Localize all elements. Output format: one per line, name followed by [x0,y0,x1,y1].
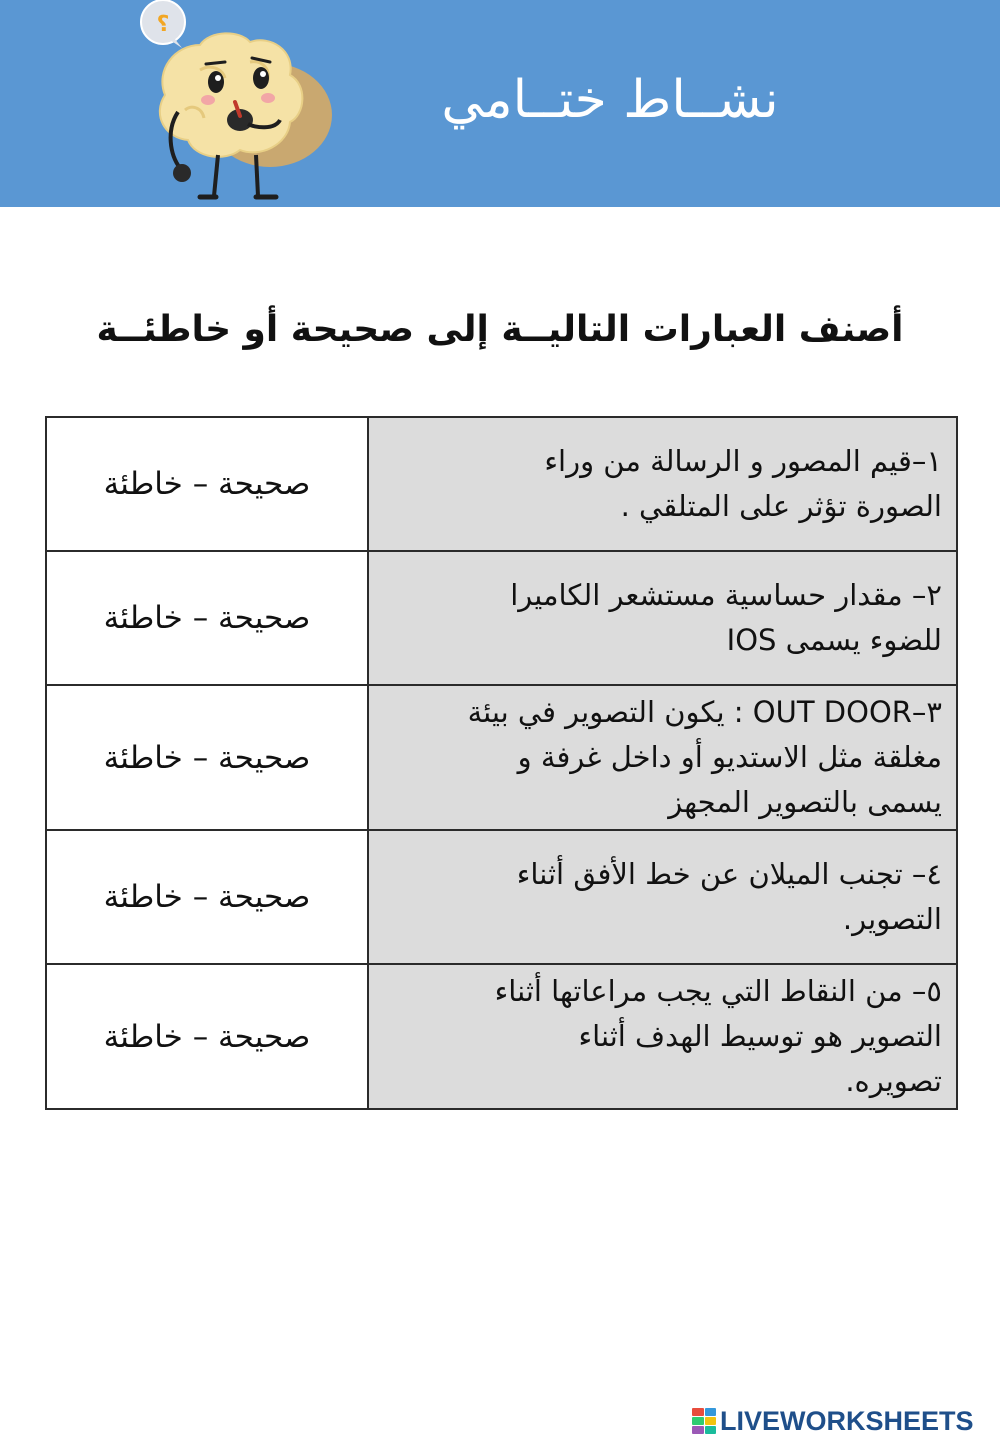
statement-line: يسمى بالتصوير المجهز [668,785,942,819]
answer-options[interactable]: صحيحة – خاطئة [103,600,311,636]
answer-cell[interactable] [46,830,368,964]
statement-cell [368,685,957,830]
table-row [46,417,957,551]
answer-options[interactable]: صحيحة – خاطئة [103,739,311,776]
answer-options[interactable]: صحيحة – خاطئة [103,1018,311,1055]
header-banner [0,0,1000,207]
answer-cell[interactable] [46,964,368,1109]
table-row [46,685,957,830]
statement-cell [368,830,957,964]
answer-cell[interactable] [46,685,368,830]
page-title: نشــاط ختــامي [441,70,779,130]
table-row [46,964,957,1109]
statement-line: ٢– مقدار حساسية مستشعر الكاميرا [510,578,942,612]
statement-line: مغلقة مثل الاستديو أو داخل غرفة و [517,740,942,774]
table-row [46,551,957,685]
liveworksheets-logo-icon [692,1408,716,1434]
answer-cell[interactable] [46,551,368,685]
statement-line: الصورة تؤثر على المتلقي . [620,489,942,523]
answer-options[interactable]: صحيحة – خاطئة [103,466,311,502]
statement-line: ٥– من النقاط التي يجب مراعاتها أثناء [494,974,942,1008]
statement-line: التصوير. [842,902,942,936]
statements-table [45,416,958,1110]
statement-line: التصوير هو توسيط الهدف أثناء [578,1019,942,1053]
statement-line: ٤– تجنب الميلان عن خط الأفق أثناء [516,857,942,891]
activity-instruction: أصنف العبارات التاليــة إلى صحيحة أو خاطئــة [96,309,904,350]
thinking-brain-mascot-icon [130,0,350,207]
statement-cell [368,417,957,551]
statement-line: ٣–OUT DOOR : يكون التصوير في بيئة [467,695,942,729]
statement-line: تصويره. [845,1064,942,1098]
logo-text: LIVEWORKSHEETS [720,1405,974,1436]
statement-line: ١–قيم المصور و الرسالة من وراء [544,444,942,478]
statement-cell [368,551,957,685]
table-row [46,830,957,964]
statement-line: للضوء يسمى IOS [726,623,942,657]
answer-options[interactable]: صحيحة – خاطئة [103,879,311,915]
mascot-bubble-symbol: ؟ [156,12,170,37]
statement-cell [368,964,957,1109]
answer-cell[interactable] [46,417,368,551]
liveworksheets-logo[interactable] [692,1404,974,1438]
